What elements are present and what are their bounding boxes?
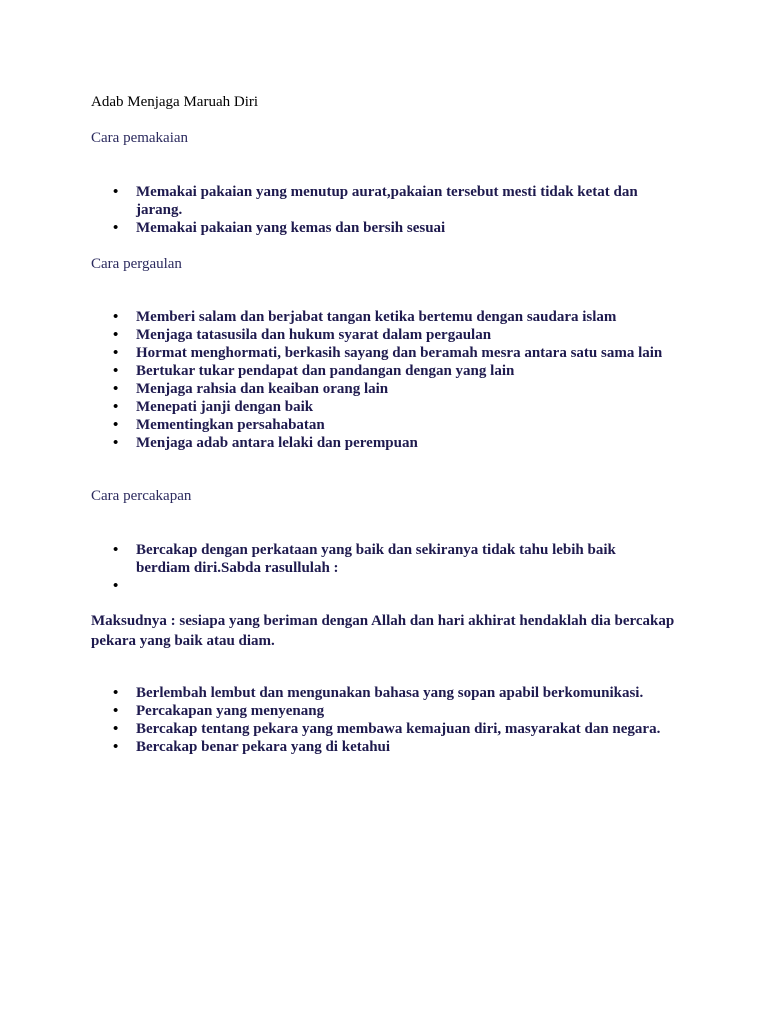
list-item: • Menjaga tatasusila dan hukum syarat dalam pergaulan xyxy=(91,326,671,344)
heading-pergaulan: Cara pergaulan xyxy=(91,256,182,272)
list-item: • Menjaga rahsia dan keaiban orang lain xyxy=(91,380,671,398)
list-item: • Memakai pakaian yang kemas dan bersih sesuai xyxy=(91,219,671,237)
list-pemakaian xyxy=(91,183,671,237)
list-item: • Mementingkan persahabatan xyxy=(91,416,671,434)
document-title: Adab Menjaga Maruah Diri xyxy=(91,94,259,110)
list-item: • Memakai pakaian yang menutup aurat,pakaian tersebut mesti tidak ketat dan jarang. xyxy=(91,183,671,219)
heading-pemakaian: Cara pemakaian xyxy=(91,130,189,146)
list-item-empty xyxy=(91,577,671,595)
list-item: • Menjaga adab antara lelaki dan perempuan xyxy=(91,434,671,452)
list-item: • Menepati janji dengan baik xyxy=(91,398,671,416)
list-item: • Hormat menghormati, berkasih sayang dan beramah mesra antara satu sama lain xyxy=(91,344,671,362)
list-pergaulan xyxy=(91,308,671,452)
heading-percakapan: Cara percakapan xyxy=(91,488,192,504)
maksudnya-paragraph: Maksudnya : sesiapa yang beriman dengan Allah dan hari akhirat hendaklah dia bercakap pekara yang baik atau diam. xyxy=(91,613,675,649)
list-item: • Memberi salam dan berjabat tangan ketika bertemu dengan saudara islam xyxy=(91,308,671,326)
list-item: • Bercakap benar pekara yang di ketahui xyxy=(91,738,671,756)
list-item: • Berlembah lembut dan mengunakan bahasa yang sopan apabil berkomunikasi. xyxy=(91,684,671,702)
list-percakapan xyxy=(91,541,671,595)
list-item: • Percakapan yang menyenang xyxy=(91,702,671,720)
list-percakapan-after xyxy=(91,684,671,756)
list-item: • Bercakap dengan perkataan yang baik dan sekiranya tidak tahu lebih baik berdiam diri.Sabda rasullulah : xyxy=(91,541,671,577)
list-item: • Bercakap tentang pekara yang membawa kemajuan diri, masyarakat dan negara. xyxy=(91,720,671,738)
list-item: • Bertukar tukar pendapat dan pandangan dengan yang lain xyxy=(91,362,671,380)
